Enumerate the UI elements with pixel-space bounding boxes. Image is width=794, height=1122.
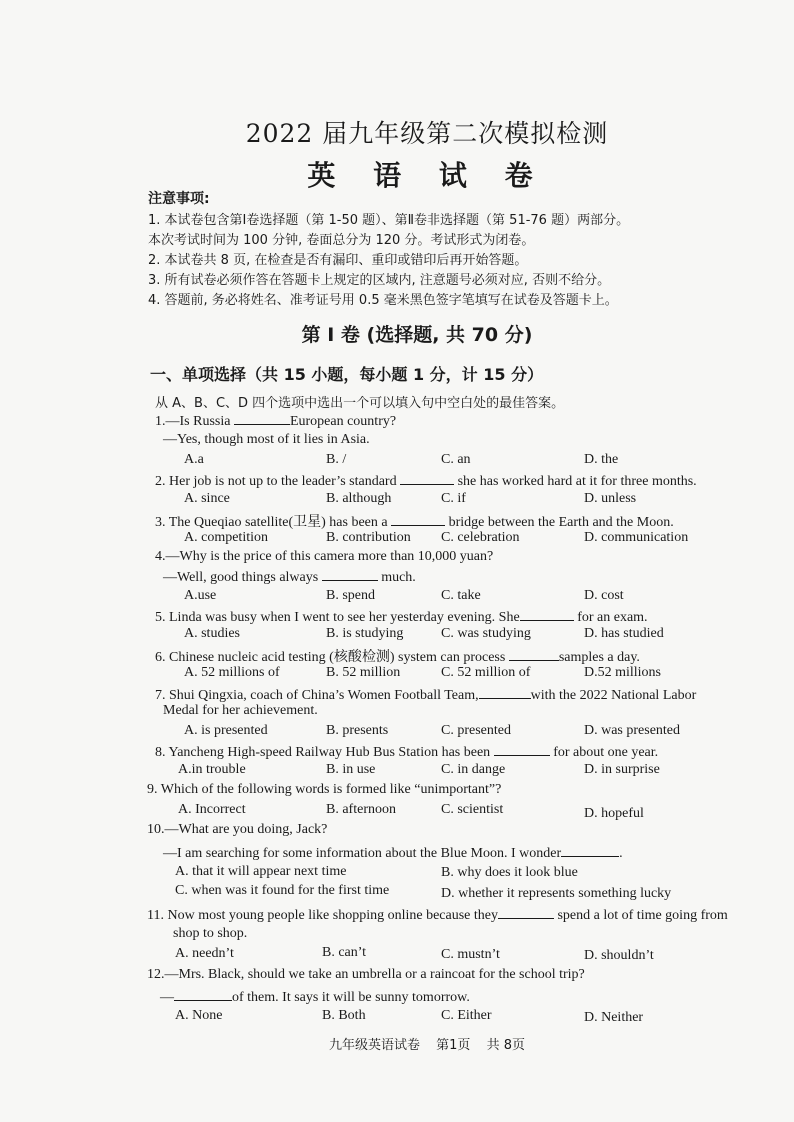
question-6-option-d: D.52 millions [584, 665, 662, 680]
answer-blank [174, 988, 232, 1001]
question-11-option-c: C. mustn’t [441, 947, 500, 962]
answer-blank [391, 513, 445, 526]
notice-line: 2. 本试卷共 8 页, 在检查是否有漏印、重印或错印后再开始答题。 [148, 253, 528, 268]
question-10-option-d: D. whether it represents something lucky [441, 886, 672, 901]
answer-blank [494, 743, 550, 756]
question-1-stem: 1.—Is Russia European country? [155, 414, 397, 429]
question-12-option-a: A. None [175, 1008, 223, 1023]
question-7-option-b: B. presents [326, 723, 389, 738]
footer-paper-name: 九年级英语试卷 [329, 1038, 421, 1053]
question-7-stem: 7. Shui Qingxia, coach of China’s Women Football Team, with the 2022 National Labor [155, 688, 697, 703]
question-7-option-a: A. is presented [184, 723, 268, 738]
question-5-stem: 5. Linda was busy when I went to see her yesterday evening. She for an exam. [155, 610, 648, 625]
question-3-option-c: C. celebration [441, 530, 520, 545]
question-11-option-a: A. needn’t [175, 946, 234, 961]
answer-blank [234, 412, 290, 425]
question-2-option-a: A. since [184, 491, 230, 506]
question-11-stem: 11. Now most young people like shopping online because they spend a lot of time going from [147, 908, 728, 923]
question-8-option-a: A.in trouble [178, 762, 246, 777]
question-12-option-b: B. Both [322, 1008, 366, 1023]
question-11-stem-cont: shop to shop. [173, 926, 248, 941]
question-1-option-a: A.a [184, 452, 204, 467]
question-10-reply: —I am searching for some information about the Blue Moon. I wonder . [163, 846, 623, 861]
answer-blank [322, 568, 378, 581]
notice-block [148, 188, 778, 311]
part-instruction: 从 A、B、C、D 四个选项中选出一个可以填入句中空白处的最佳答案。 [155, 396, 565, 411]
question-9-option-b: B. afternoon [326, 802, 396, 817]
question-5-option-a: A. studies [184, 626, 240, 641]
footer-page-number: 第1页 [436, 1038, 471, 1053]
question-5-option-d: D. has studied [584, 626, 664, 641]
answer-blank [479, 686, 531, 699]
question-2-option-c: C. if [441, 491, 466, 506]
question-8-option-d: D. in surprise [584, 762, 660, 777]
question-6-option-a: A. 52 millions of [184, 665, 280, 680]
exam-title: 2022 届九年级第二次模拟检测 [245, 119, 609, 148]
section-title: 第 Ⅰ 卷 (选择题, 共 70 分) [301, 324, 533, 346]
question-2-stem: 2. Her job is not up to the leader’s standard she has worked hard at it for three months. [155, 474, 697, 489]
question-7-option-d: D. was presented [584, 723, 681, 738]
question-6-option-c: C. 52 million of [441, 665, 531, 680]
question-8-stem: 8. Yancheng High-speed Railway Hub Bus Station has been for about one year. [155, 745, 659, 760]
question-4-option-a: A.use [184, 588, 217, 603]
answer-blank [400, 472, 454, 485]
answer-blank [498, 906, 554, 919]
question-1-option-c: C. an [441, 452, 471, 467]
question-12-stem: 12.—Mrs. Black, should we take an umbrella or a raincoat for the school trip? [147, 967, 585, 982]
question-11-option-d: D. shouldn’t [584, 948, 654, 963]
question-4-option-c: C. take [441, 588, 481, 603]
question-6-stem: 6. Chinese nucleic acid testing (核酸检测) system can process samples a day. [155, 650, 640, 665]
answer-blank [509, 648, 559, 661]
question-9-stem: 9. Which of the following words is formed like “unimportant”? [147, 782, 502, 797]
question-4-stem: 4.—Why is the price of this camera more than 10,000 yuan? [155, 549, 494, 564]
question-5-option-b: B. is studying [326, 626, 404, 641]
notice-line: 本次考试时间为 100 分钟, 卷面总分为 120 分。考试形式为闭卷。 [148, 233, 535, 248]
question-5-option-c: C. was studying [441, 626, 531, 641]
footer-page-total: 共 8页 [486, 1038, 525, 1053]
question-9-option-c: C. scientist [441, 802, 504, 817]
question-3-stem: 3. The Queqiao satellite(卫星) has been a bridge between the Earth and the Moon. [155, 515, 674, 530]
question-9-option-d: D. hopeful [584, 806, 644, 821]
notice-line: 1. 本试卷包含第Ⅰ卷选择题（第 1-50 题）、第Ⅱ卷非选择题（第 51-76 题）两部分。 [148, 213, 630, 228]
question-3-option-b: B. contribution [326, 530, 411, 545]
question-3-option-a: A. competition [184, 530, 268, 545]
question-10-option-b: B. why does it look blue [441, 865, 578, 880]
question-4-option-b: B. spend [326, 588, 375, 603]
question-4-option-d: D. cost [584, 588, 624, 603]
question-8-option-c: C. in dange [441, 762, 506, 777]
question-1-option-b: B. / [326, 452, 347, 467]
question-12-option-d: D. Neither [584, 1010, 644, 1025]
page-footer [0, 1034, 794, 1053]
answer-blank [561, 844, 619, 857]
question-7-option-c: C. presented [441, 723, 511, 738]
question-6-option-b: B. 52 million [326, 665, 401, 680]
part-title: 一、单项选择（共 15 小题，每小题 1 分，计 15 分） [150, 365, 544, 384]
question-10-stem: 10.—What are you doing, Jack? [147, 822, 328, 837]
question-10-option-c: C. when was it found for the first time [175, 883, 390, 898]
notice-line: 3. 所有试卷必须作答在答题卡上规定的区域内, 注意题号必须对应, 否则不给分。 [148, 273, 611, 288]
question-12-reply: — of them. It says it will be sunny tomorrow. [160, 990, 470, 1005]
notice-line: 4. 答题前, 务必将姓名、准考证号用 0.5 毫米黑色签字笔填写在试卷及答题卡上。 [148, 293, 618, 308]
question-9-option-a: A. Incorrect [178, 802, 246, 817]
question-2-option-b: B. although [326, 491, 392, 506]
question-1-option-d: D. the [584, 452, 619, 467]
question-4-reply: —Well, good things always much. [163, 570, 416, 585]
question-10-option-a: A. that it will appear next time [175, 864, 347, 879]
question-3-option-d: D. communication [584, 530, 689, 545]
answer-blank [520, 608, 574, 621]
question-1-reply: —Yes, though most of it lies in Asia. [163, 432, 370, 447]
exam-subtitle: 英 语 试 卷 [307, 159, 547, 192]
question-12-option-c: C. Either [441, 1008, 492, 1023]
notice-heading: 注意事项: [148, 191, 210, 207]
question-2-option-d: D. unless [584, 491, 637, 506]
question-7-stem-cont: Medal for her achievement. [163, 703, 318, 718]
question-8-option-b: B. in use [326, 762, 376, 777]
question-11-option-b: B. can’t [322, 945, 367, 960]
